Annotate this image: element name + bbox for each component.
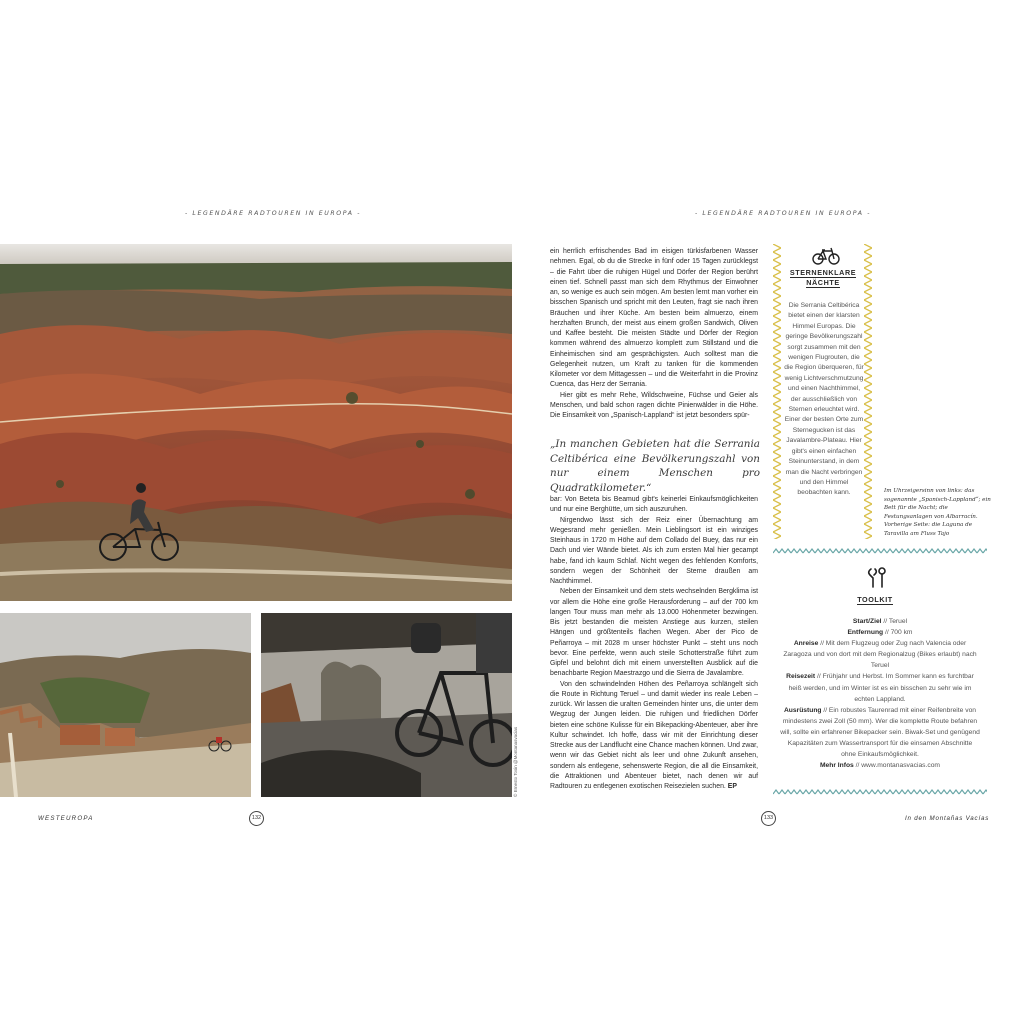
article-paragraph: Hier gibt es mehr Rehe, Wildschweine, Füchse und Geier als Menschen, und bald schon ragen dichte Pinienwälder in die Höhe. Die Einsamkeit von „Spanisch-Lappland“ ist jetzt besonders spür- bbox=[550, 391, 758, 419]
toolkit-title-text: TOOLKIT bbox=[857, 595, 893, 604]
toolkit-item-label: Start/Ziel bbox=[852, 618, 882, 625]
toolkit-divider-bottom bbox=[773, 789, 987, 795]
sidebar-title-line2: NÄCHTE bbox=[806, 278, 840, 287]
author-signature: EP bbox=[727, 783, 737, 790]
page-number-right: 133 bbox=[761, 811, 776, 826]
sidebar-text bbox=[784, 301, 864, 499]
albarracin-fortifications-photo bbox=[0, 613, 251, 797]
sidebar-title bbox=[781, 268, 865, 288]
toolkit-item bbox=[780, 671, 980, 704]
footer-article-label: In den Montañas Vacías bbox=[905, 815, 990, 822]
article-text-col2 bbox=[550, 495, 758, 792]
toolkit-item-value: // www.montanasvacias.com bbox=[853, 762, 941, 770]
toolkit-item-label: Ausrüstung bbox=[783, 706, 822, 714]
toolkit-title bbox=[820, 595, 930, 605]
toolkit-item-label: Mehr Infos bbox=[819, 762, 854, 770]
footer-section-label: WESTEUROPA bbox=[38, 815, 94, 822]
bike-shelter-photo bbox=[261, 613, 512, 797]
toolkit-item-label: Reisezeit bbox=[786, 673, 816, 681]
toolkit-item bbox=[780, 705, 980, 760]
toolkit-item bbox=[780, 638, 980, 671]
running-head-left: - LEGENDÄRE RADTOUREN IN EUROPA - bbox=[185, 210, 362, 217]
article-paragraph: Neben der Einsamkeit und dem stets wechselnden Bergklima ist vor allem die Höhe eine große Herausforderung – auf der 700 km langen Tour muss man mehr als 13.000 Höhenmeter bezwingen. Bis jetzt bestanden die meisten Anstiege aus kurzen, steilen Hängen und größtenteils flachen Wegen. Aber der Pico de Peñarroya – mit 2028 m unser höchster Punkt – steht uns noch bevor. Eine perfekte, wenn auch steile Schotterstraße führt zum Gipfel und belohnt dich mit einem unverstellten Ausblick auf die benachbarte Region Maestrazgo und die Sierra de Javalambre. bbox=[550, 588, 758, 678]
toolkit-divider-top bbox=[773, 548, 987, 554]
toolkit-list bbox=[780, 616, 980, 771]
article-paragraph: ein herrlich erfrischendes Bad im eisigen türkisfarbenen Wasser nehmen. Egal, ob du die Strecke in fünf oder 15 Tagen zurücklegst – die Fahrt über die ruhigen Hügel und Dörfer der Region berührt einen tief. Schnell passt man sich dem Rhythmus der Einwohner an, so wenige es auch sein mögen. Am besten lernt man vorher ein bisschen Spanisch und spricht mit den Leuten, fragt sie nach ihren Bräuchen und ihrer Küche. Am besten beim almuerzo, einem herzhaften Brunch, der meist aus einem großen Sandwich, Oliven und Kaffee besteht. Die meisten Städte und Dörfer der Region kommen während des almuerzo komplett zum Stillstand und die Einheimischen sind am gesprächigsten. Auch solltest man die Gelegenheit nutzen, um Kraft zu tanken für die kommenden Kilometer vor dem Mittagessen – und die Weiterfahrt in die Provinz Cuenca, das Herz der Serrania. bbox=[550, 248, 758, 389]
toolkit-item bbox=[780, 616, 980, 627]
sidebar-paragraph: Die Serrania Celtibérica bietet einen der klarsten Himmel Europas. Die geringe Bevölkerungszahl sorgt zusammen mit den wenigen Flugrouten, die die Region überqueren, für wenig Lichtverschmutzung und einen Nachthimmel, der ausschließlich von Sternen erleuchtet wird. Einer der besten Orte zum Sternegucken ist das Javalambre-Plateau. Hier gibt's einen einfachen Steinunterstand, in dem man die Nacht verbringen und den Himmel beobachten kann. bbox=[784, 302, 864, 497]
article-paragraph bbox=[550, 680, 758, 793]
sidebar-border-right bbox=[864, 244, 872, 539]
toolkit-item-value: // Teruel bbox=[881, 618, 908, 625]
bicycle-icon bbox=[812, 247, 840, 265]
tools-icon bbox=[865, 566, 889, 590]
toolkit-item-value: // Ein robustes Taurenrad mit einer Reifenbreite von mindestens zwei Zoll (50 mm). Wer die komplette Route befahren will, sollte ein erfahrener Bikepacker sein. Biwak-Set und genügend Kapazitäten zum Wassertransport für die einsamen Abschnitte ohne Einkaufsmöglichkeit. bbox=[780, 706, 980, 759]
photo-caption: Im Uhrzeigersinn von links: das sogenannte „Spanisch-Lappland“; ein Bett für die Nacht; die Festungsanlagen von Albarracín. Vorherige Seite: die Laguna de Taravilla am Fluss Tajo bbox=[884, 488, 991, 537]
sidebar-title-line1: STERNENKLARE bbox=[789, 268, 857, 277]
sidebar-border-left bbox=[773, 244, 781, 539]
toolkit-item-value: // 700 km bbox=[883, 629, 913, 637]
pull-quote: „In manchen Gebieten hat die Serrania Celtibérica eine Bevölkerungszahl von nur einem Menschen pro Quadratkilometer.“ bbox=[550, 438, 760, 494]
toolkit-item-value: // Frühjahr und Herbst. Im Sommer kann es furchtbar heiß werden, und im Winter ist es ein bisschen zu sehr wie im echten Lappland. bbox=[788, 673, 974, 703]
page-number-left: 132 bbox=[249, 811, 264, 826]
article-paragraph: Nirgendwo lässt sich der Reiz einer Übernachtung am Wegesrand mehr genießen. Mein Lieblingsort ist ein winziges Steinhaus in 1720 m Höhe auf dem Collado del Buey, das nur ein Dach und vier Wände bietet. Als ich zum ersten Mal hier gecampt habe, fand ich kaum Schlaf. Nicht wegen des fehlenden Komforts, sondern wegen der Schönheit der Sterne draußen am Nachthimmel. bbox=[550, 516, 758, 585]
toolkit-item-value: // Mit dem Flugzeug oder Zug nach Valencia oder Zaragoza und von dort mit dem Regionalzug (Bikes erlaubt) nach Teruel bbox=[783, 640, 977, 670]
badlands-cyclist-photo bbox=[0, 244, 512, 601]
article-text-col1 bbox=[550, 247, 758, 421]
article-paragraph: bar: Von Beteta bis Beamud gibt's keinerlei Einkaufsmöglichkeiten und nur eine Berghütte, um sich auszuruhen. bbox=[550, 496, 758, 514]
toolkit-item-label: Entfernung bbox=[847, 629, 884, 637]
toolkit-item-label: Anreise bbox=[793, 640, 819, 648]
photo-credit: © Ernesto Tosin @Montanasvacias bbox=[513, 726, 518, 797]
toolkit-item bbox=[780, 627, 980, 638]
toolkit-item bbox=[780, 760, 980, 771]
running-head-right: - LEGENDÄRE RADTOUREN IN EUROPA - bbox=[695, 210, 872, 217]
article-paragraph-text: Von den schwindelnden Höhen des Peñarroya schlängelt sich die Route in Richtung Teruel – und damit wieder ins reale Leben – zurück. Wir lassen die uralten Gemeinden hinter uns, die unter dem Wegzug der Jungen leiden. Die ruhigen und friedlichen Dörfer bieten eine schöne Kulisse für ein Bikepacking-Abenteuer, aber ihre Kultur schwindet. Ich hoffe, dass wir mit der Einrichtung dieser Strecke aus der Landflucht eine Chance machen können. Und zwar, wenn wir das Gebiet nicht als leer und ohne Zukunft ansehen, sondern als entlegene, sehenswerte Region, die all die Einsamkeit, die Attraktionen und Abenteuer bietet, nach denen wir auf Radtouren zu entlegenen exotischen Reisezielen suchen. bbox=[550, 680, 758, 790]
